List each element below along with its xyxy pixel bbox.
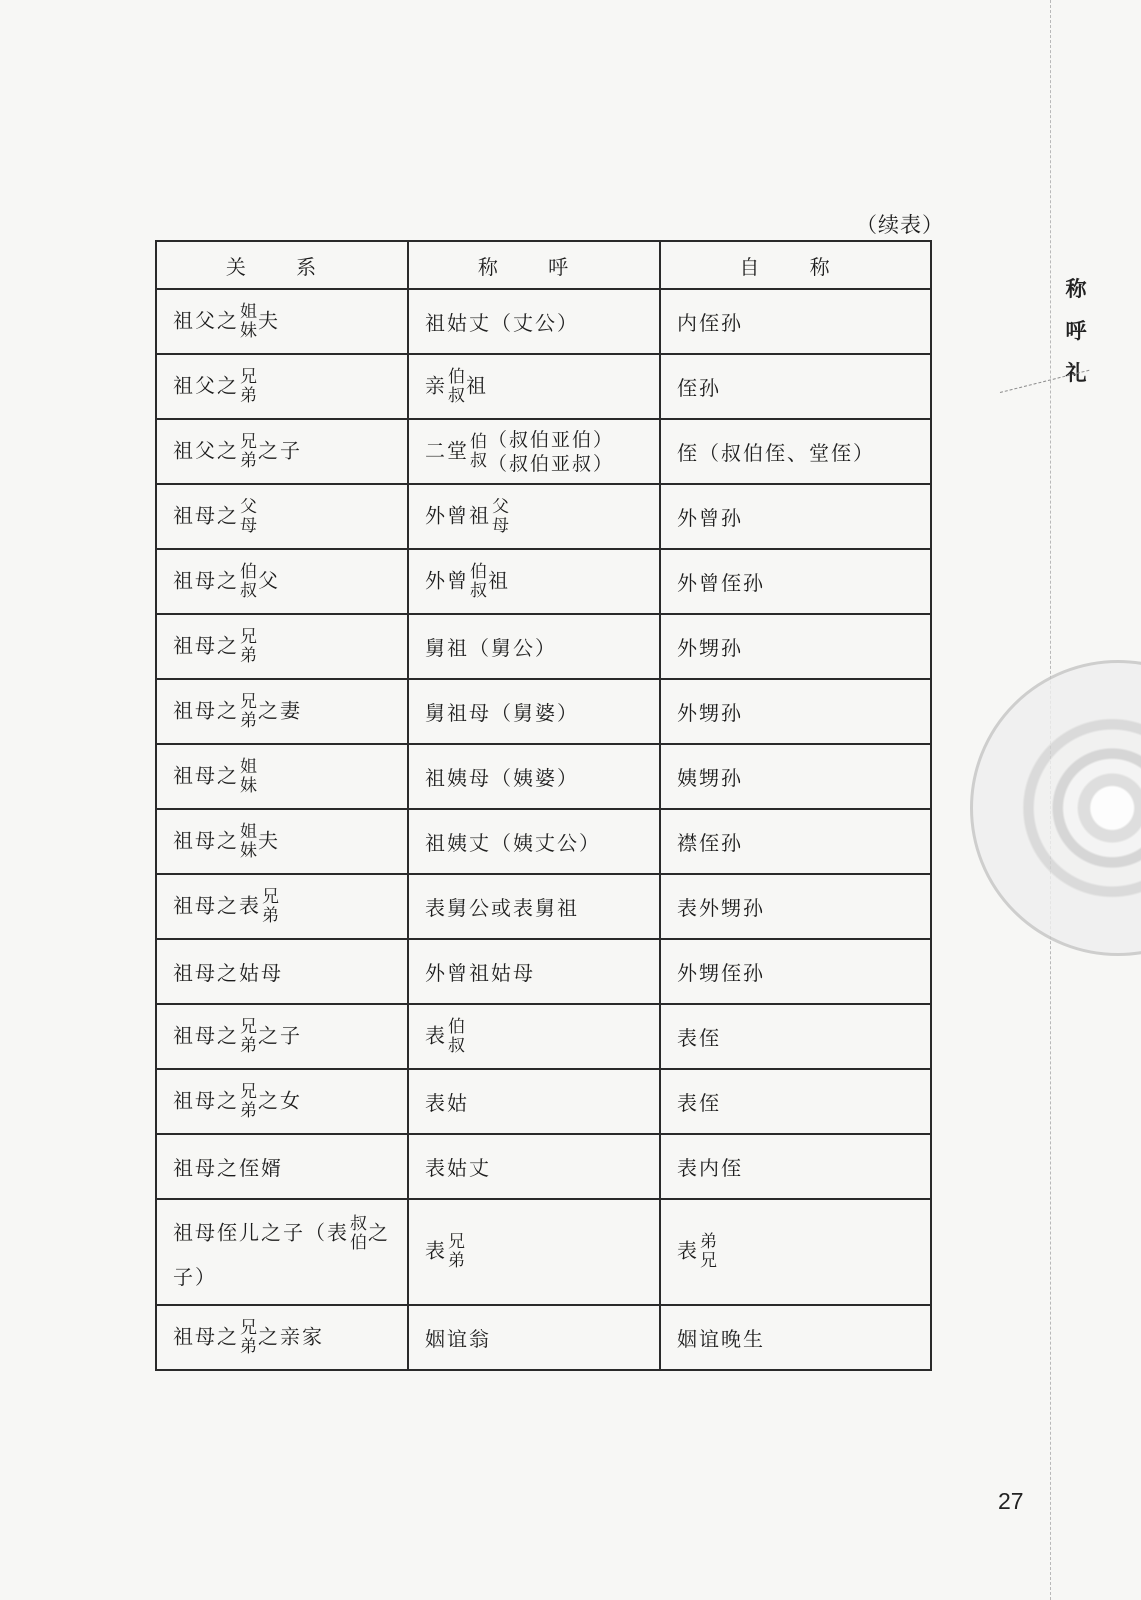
- cell-text: 父: [258, 568, 280, 592]
- stacked-char: 兄: [240, 626, 257, 647]
- cell-text: 内侄孙: [677, 311, 743, 335]
- relation-cell: [156, 874, 408, 939]
- stacked-char: 弟: [240, 710, 257, 731]
- cell-text: 祖: [466, 373, 488, 397]
- table-row: [156, 1004, 931, 1069]
- table-row: [156, 874, 931, 939]
- stacked-characters: [240, 433, 257, 471]
- cell-text: 之女: [258, 1088, 302, 1112]
- cell-text: 祖母之侄婿: [173, 1156, 283, 1180]
- stacked-characters: [492, 498, 509, 536]
- self-address-cell: [660, 1134, 931, 1199]
- continued-label: （续表）: [856, 213, 944, 237]
- stacked-char: 伯: [350, 1232, 367, 1253]
- cell-text: 之: [368, 1220, 390, 1244]
- table-row: [156, 1305, 931, 1370]
- stacked-characters: [240, 368, 257, 406]
- cell-text: 祖母之姑母: [173, 961, 283, 985]
- self-address-cell: [660, 1199, 931, 1305]
- relation-cell: [156, 614, 408, 679]
- cell-text: 之子: [258, 438, 302, 462]
- stacked-char: 妹: [240, 320, 257, 341]
- table-row: [156, 1134, 931, 1199]
- cell-text: 表内侄: [677, 1156, 743, 1180]
- stacked-char: 兄: [240, 431, 257, 452]
- cell-text: 祖母之: [173, 1023, 239, 1047]
- address-cell: [408, 809, 660, 874]
- self-address-cell: [660, 809, 931, 874]
- relation-cell: [156, 419, 408, 484]
- decorative-medallion-icon: [970, 660, 1141, 956]
- self-address-cell: [660, 874, 931, 939]
- cell-text: 外甥孙: [677, 636, 743, 660]
- stacked-characters: [240, 498, 257, 536]
- stacked-characters: [448, 1018, 465, 1056]
- stacked-char: 兄: [240, 691, 257, 712]
- stacked-char: 叔: [240, 580, 257, 601]
- table-body: [156, 289, 931, 1370]
- stacked-char: 伯: [448, 1016, 465, 1037]
- stacked-characters: [240, 758, 257, 796]
- table-row: [156, 419, 931, 484]
- cell-text: 祖母侄儿之子（表: [173, 1220, 349, 1244]
- cell-text: 外曾祖: [425, 503, 491, 527]
- stacked-char: 伯: [470, 561, 487, 582]
- table-row: [156, 484, 931, 549]
- cell-text: 二堂: [425, 438, 469, 462]
- cell-text: 表舅公或表舅祖: [425, 896, 579, 920]
- cell-text: 姨甥孙: [677, 766, 743, 790]
- cell-text: 外曾孙: [677, 506, 743, 530]
- relation-cell: [156, 1069, 408, 1134]
- cell-text: 祖母之: [173, 503, 239, 527]
- stacked-char: 弟: [448, 1251, 465, 1271]
- cell-text: 表姑: [425, 1091, 469, 1115]
- stacked-characters: [240, 628, 257, 666]
- stacked-characters: [448, 368, 465, 406]
- stacked-characters: [470, 563, 487, 601]
- stacked-char: 父: [240, 496, 257, 517]
- relation-cell: [156, 939, 408, 1004]
- self-address-cell: [660, 939, 931, 1004]
- cell-text: 祖母之: [173, 828, 239, 852]
- cell-text: 表姑丈: [425, 1156, 491, 1180]
- relation-cell: [156, 354, 408, 419]
- cell-text: 表侄: [677, 1091, 721, 1115]
- stacked-characters: [262, 888, 279, 926]
- relation-cell: [156, 1134, 408, 1199]
- cell-text: 祖父之: [173, 438, 239, 462]
- self-address-cell: [660, 1004, 931, 1069]
- stacked-characters: [240, 693, 257, 731]
- table-row: [156, 549, 931, 614]
- stacked-notes: [488, 428, 614, 476]
- self-address-cell: [660, 484, 931, 549]
- address-cell: [408, 1069, 660, 1134]
- cell-text: 祖母之: [173, 633, 239, 657]
- self-address-cell: [660, 549, 931, 614]
- relation-cell: [156, 679, 408, 744]
- side-title-char: 礼: [1065, 360, 1087, 385]
- address-cell: [408, 679, 660, 744]
- cell-text: 祖: [488, 568, 510, 592]
- stacked-char: 伯: [470, 431, 487, 452]
- table-row: [156, 939, 931, 1004]
- stacked-characters: [350, 1215, 367, 1253]
- stacked-char: 兄: [240, 1081, 257, 1102]
- stacked-char: 妹: [240, 840, 257, 861]
- stacked-characters: [240, 303, 257, 341]
- cell-text: 祖母之: [173, 1088, 239, 1112]
- cell-text: 祖父之: [173, 373, 239, 397]
- table-row: [156, 809, 931, 874]
- cell-text: 姻谊翁: [425, 1327, 491, 1351]
- cell-text: 外甥侄孙: [677, 961, 765, 985]
- stacked-char: 兄: [262, 886, 279, 907]
- stacked-char: 弟: [240, 450, 257, 471]
- side-title-char: 呼: [1065, 318, 1087, 343]
- relation-cell: [156, 1305, 408, 1370]
- stacked-char: 兄: [240, 1016, 257, 1037]
- stacked-char: 叔: [448, 385, 465, 406]
- header-relation: 关 系: [156, 241, 408, 289]
- stacked-char: 母: [492, 515, 509, 536]
- self-address-cell: [660, 1305, 931, 1370]
- stacked-char: 弟: [700, 1232, 717, 1252]
- stacked-char: 伯: [240, 561, 257, 582]
- cell-text: 亲: [425, 373, 447, 397]
- stacked-characters: [470, 433, 487, 471]
- stacked-char: 姐: [240, 821, 257, 842]
- cell-text: 祖父之: [173, 308, 239, 332]
- self-address-cell: [660, 419, 931, 484]
- table-row: [156, 289, 931, 354]
- cell-text: 祖母之: [173, 763, 239, 787]
- stacked-char: 兄: [700, 1251, 717, 1271]
- side-title-char: 称: [1065, 276, 1087, 301]
- cell-text: 外曾祖姑母: [425, 961, 535, 985]
- cell-text: 祖姨母（姨婆）: [425, 766, 579, 790]
- cell-text: 祖母之: [173, 568, 239, 592]
- cell-text: 侄（叔伯侄、堂侄）: [677, 441, 875, 465]
- cell-text: 表: [425, 1238, 447, 1263]
- address-cell: [408, 939, 660, 1004]
- relation-cell: [156, 549, 408, 614]
- stacked-char: 弟: [240, 1336, 257, 1357]
- cell-text: 祖姑丈（丈公）: [425, 311, 579, 335]
- stacked-char: 弟: [262, 905, 279, 926]
- stacked-note: （叔伯亚叔）: [488, 452, 615, 475]
- kinship-address-table: [155, 240, 932, 1371]
- stacked-char: 姐: [240, 301, 257, 322]
- cell-text: 表外甥孙: [677, 896, 765, 920]
- address-cell: [408, 1305, 660, 1370]
- cell-text: 祖姨丈（姨丈公）: [425, 831, 601, 855]
- cell-text: 子）: [173, 1264, 217, 1289]
- address-cell: [408, 744, 660, 809]
- stacked-char: 父: [492, 496, 509, 517]
- stacked-char: 兄: [240, 1317, 257, 1338]
- stacked-char: 叔: [470, 450, 487, 471]
- stacked-char: 叔: [470, 580, 487, 601]
- header-self-address: 自 称: [660, 241, 931, 289]
- address-cell: [408, 289, 660, 354]
- stacked-characters: [240, 1083, 257, 1121]
- address-cell: [408, 874, 660, 939]
- cell-text: 之子: [258, 1023, 302, 1047]
- stacked-char: 弟: [240, 385, 257, 406]
- relation-cell: [156, 289, 408, 354]
- address-cell: [408, 419, 660, 484]
- stacked-characters: [240, 823, 257, 861]
- stacked-char: 弟: [240, 1035, 257, 1056]
- cell-text: 外曾: [425, 568, 469, 592]
- self-address-cell: [660, 679, 931, 744]
- relation-cell: [156, 809, 408, 874]
- cell-text: 夫: [258, 828, 280, 852]
- address-cell: [408, 1004, 660, 1069]
- table-row: [156, 1199, 931, 1305]
- address-cell: [408, 354, 660, 419]
- stacked-characters: [700, 1233, 717, 1271]
- page-fold-line: [1050, 0, 1051, 1600]
- table-header-row: [156, 241, 931, 289]
- stacked-char: 兄: [240, 366, 257, 387]
- stacked-char: 妹: [240, 775, 257, 796]
- cell-text: 舅祖（舅公）: [425, 636, 557, 660]
- cell-text: 之亲家: [258, 1324, 324, 1348]
- table-row: [156, 744, 931, 809]
- table-row: [156, 354, 931, 419]
- cell-text: 姻谊晚生: [677, 1327, 765, 1351]
- cell-text: 外曾侄孙: [677, 571, 765, 595]
- address-cell: [408, 549, 660, 614]
- stacked-characters: [240, 563, 257, 601]
- stacked-char: 姐: [240, 756, 257, 777]
- stacked-characters: [240, 1319, 257, 1357]
- table-row: [156, 614, 931, 679]
- cell-text: 表: [425, 1023, 447, 1047]
- address-cell: [408, 484, 660, 549]
- cell-text: 夫: [258, 308, 280, 332]
- stacked-char: 弟: [240, 645, 257, 666]
- self-address-cell: [660, 1069, 931, 1134]
- cell-text: 祖母之: [173, 1324, 239, 1348]
- address-cell: [408, 1134, 660, 1199]
- address-cell: [408, 1199, 660, 1305]
- stacked-char: 兄: [448, 1232, 465, 1252]
- page-number: 27: [998, 1488, 1024, 1514]
- stacked-characters: [448, 1233, 465, 1271]
- table-row: [156, 1069, 931, 1134]
- stacked-char: 叔: [350, 1213, 367, 1234]
- cell-text: 表侄: [677, 1026, 721, 1050]
- relation-cell: [156, 1004, 408, 1069]
- self-address-cell: [660, 354, 931, 419]
- cell-text: 侄孙: [677, 376, 721, 400]
- self-address-cell: [660, 614, 931, 679]
- stacked-char: 伯: [448, 366, 465, 387]
- relation-cell: [156, 744, 408, 809]
- cell-text: 表: [677, 1238, 699, 1263]
- cell-text: 舅祖母（舅婆）: [425, 701, 579, 725]
- stacked-characters: [240, 1018, 257, 1056]
- cell-text: 外甥孙: [677, 701, 743, 725]
- cell-text: 之妻: [258, 698, 302, 722]
- cell-text: 祖母之: [173, 698, 239, 722]
- relation-cell: [156, 484, 408, 549]
- self-address-cell: [660, 289, 931, 354]
- header-address: 称 呼: [408, 241, 660, 289]
- stacked-char: 叔: [448, 1035, 465, 1056]
- self-address-cell: [660, 744, 931, 809]
- stacked-char: 弟: [240, 1100, 257, 1121]
- cell-text: 襟侄孙: [677, 831, 743, 855]
- stacked-note: （叔伯亚伯）: [488, 428, 615, 451]
- address-cell: [408, 614, 660, 679]
- table-row: [156, 679, 931, 744]
- relation-cell: [156, 1199, 408, 1305]
- cell-text: 祖母之表: [173, 893, 261, 917]
- stacked-char: 母: [240, 515, 257, 536]
